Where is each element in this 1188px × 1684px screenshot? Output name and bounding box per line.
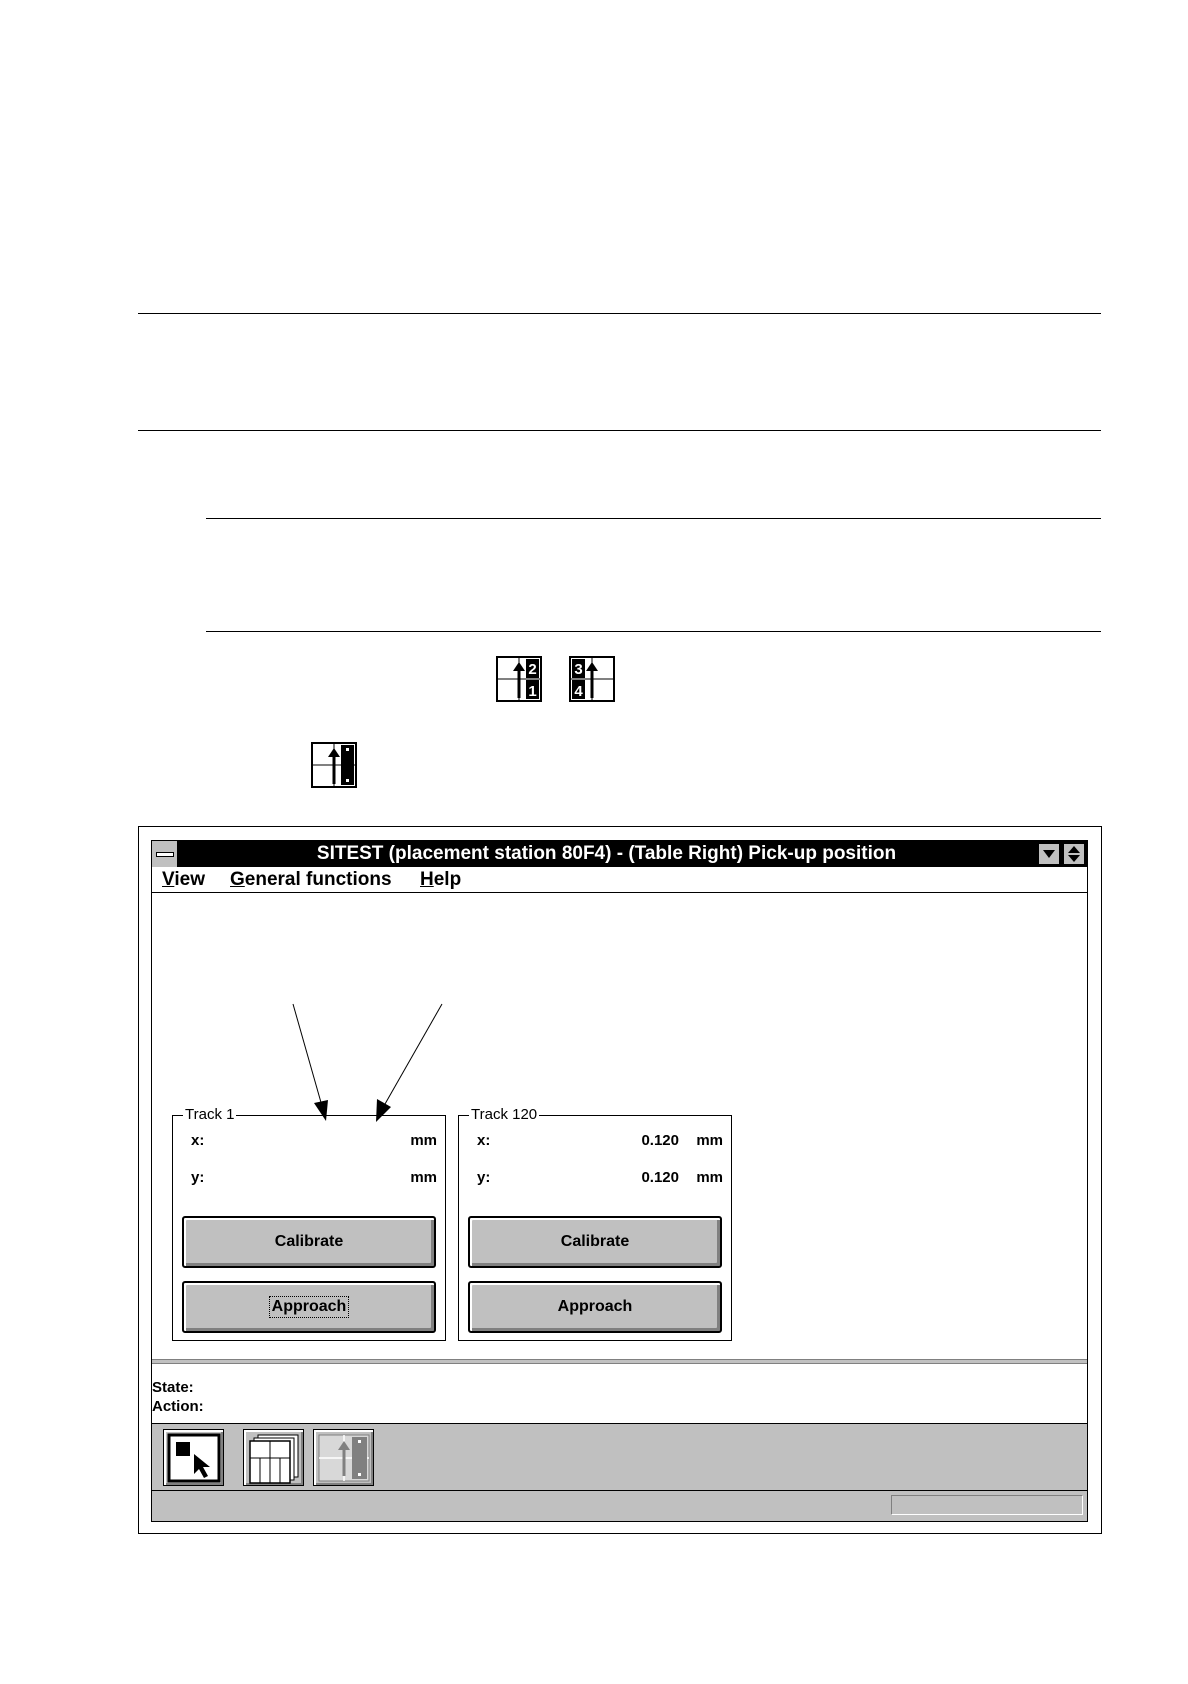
track-120-group [458, 1106, 732, 1341]
track-120-approach-label: Approach [557, 1298, 633, 1315]
toolbar [152, 1423, 1087, 1491]
svg-text:4: 4 [574, 683, 583, 700]
track-1-calibrate-button[interactable] [182, 1216, 436, 1268]
rule-3 [206, 518, 1101, 519]
app-window [151, 840, 1088, 1522]
track-120-approach-button[interactable] [468, 1281, 722, 1333]
track-1-y-label: y: [191, 1169, 205, 1186]
track-120-x-row [459, 1132, 731, 1152]
track-1-calibrate-label: Calibrate [274, 1233, 344, 1250]
callout-line-2 [385, 1004, 442, 1104]
rule-4 [206, 631, 1101, 632]
track-120-x-unit: mm [696, 1132, 723, 1149]
tables-icon [244, 1430, 305, 1487]
callout-arrows [152, 841, 1087, 1161]
status-panel [891, 1495, 1083, 1515]
track-1-2-icon [496, 656, 542, 702]
track-1-x-label: x: [191, 1132, 205, 1149]
menu-view-label: iew [174, 869, 205, 890]
pickup-position-tool-button[interactable] [313, 1429, 374, 1486]
menu-general-functions-label: eneral functions [244, 869, 392, 890]
menu-help-label: elp [433, 869, 462, 890]
screenshot-figure [138, 826, 1102, 1534]
pane-separator[interactable] [152, 1359, 1087, 1364]
menu-view-accel: V [162, 869, 175, 890]
svg-text:3: 3 [574, 661, 583, 678]
menu-general-functions-accel: G [230, 869, 245, 890]
pickup-position-icon [314, 1430, 375, 1487]
action-label: Action: [152, 1398, 204, 1415]
track-120-x-label: x: [477, 1132, 491, 1149]
window-title: SITEST (placement station 80F4) - (Table Right) Pick-up position [316, 843, 897, 864]
track-up-icon [311, 742, 357, 788]
track-1-y-unit: mm [410, 1169, 437, 1186]
track-120-y-row [459, 1169, 731, 1189]
track-1-x-unit: mm [410, 1132, 437, 1149]
track-1-group [172, 1106, 446, 1341]
track-120-title: Track 120 [471, 1106, 538, 1123]
menu-help-accel: H [420, 869, 434, 890]
state-label: State: [152, 1379, 194, 1396]
rule-2 [138, 430, 1101, 431]
track-3-4-icon [569, 656, 615, 702]
track-1-approach-button[interactable] [182, 1281, 436, 1333]
track-120-y-unit: mm [696, 1169, 723, 1186]
track-1-approach-label: Approach [269, 1296, 350, 1318]
track-120-calibrate-button[interactable] [468, 1216, 722, 1268]
svg-text:1: 1 [528, 683, 537, 700]
tables-tool-button[interactable] [243, 1429, 304, 1486]
rule-1 [138, 313, 1101, 314]
track-120-x-value: 0.120 [641, 1132, 679, 1149]
track-1-title: Track 1 [185, 1106, 235, 1123]
track-120-y-value: 0.120 [641, 1169, 679, 1186]
callout-line-1 [293, 1004, 322, 1106]
svg-text:2: 2 [528, 661, 537, 678]
track-1-y-row [173, 1169, 445, 1189]
track-120-calibrate-label: Calibrate [560, 1233, 630, 1250]
track-1-x-row [173, 1132, 445, 1152]
status-bar [152, 1491, 1087, 1521]
select-tool-button[interactable] [163, 1429, 224, 1486]
select-arrow-icon [164, 1430, 225, 1487]
track-120-y-label: y: [477, 1169, 491, 1186]
